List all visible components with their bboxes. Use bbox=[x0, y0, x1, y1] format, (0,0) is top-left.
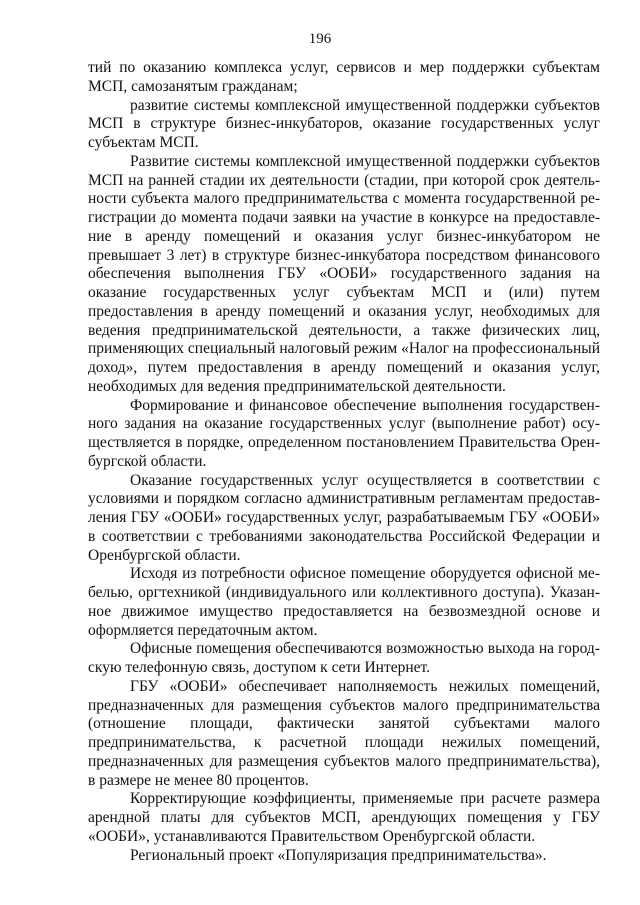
paragraph: ГБУ «ООБИ» обеспечивает наполняемость нежилых помещений, предназначенных для размещения субъектов малого предпринимательства (отношение площади, фактически занятой субъектами малого предпринимательства, к расчетной площади нежилых помещений, предназначенных для размещения субъектов малого предпринимательства), в размере не менее 80 процентов. bbox=[88, 677, 600, 789]
page-number: 196 bbox=[308, 31, 332, 47]
paragraph: Формирование и финансовое обеспечение выполнения государственного задания на оказание государственных услуг (выполнение работ) осуществляется в порядке, определенном постановлением Правительства Оренбургской области. bbox=[88, 396, 600, 470]
paragraph: Региональный проект «Популяризация предпринимательства». bbox=[130, 846, 547, 864]
paragraph: Исходя из потребности офисное помещение оборудуется офисной мебелью, оргтехникой (индивидуального или коллективного доступа). Указанное движимое имущество предоставляется на безвозмездной основе и оформляется передаточным актом. bbox=[88, 565, 600, 639]
paragraph: развитие системы комплексной имущественной поддержки субъектов МСП в структуре бизнес-инкубаторов, оказание государственных услуг субъектам МСП. bbox=[88, 96, 600, 151]
paragraph: Офисные помещения обеспечиваются возможностью выхода на городскую телефонную связь, доступом к сети Интернет. bbox=[88, 640, 600, 676]
paragraph: Оказание государственных услуг осуществляется в соответствии с условиями и порядком согласно административным регламентам предоставления ГБУ «ООБИ» государственных услуг, разрабатываемым ГБУ «ООБИ» в соответствии с требованиями законодательства Российской Федерации и Оренбургской области. bbox=[88, 471, 600, 564]
document-body bbox=[88, 59, 600, 865]
paragraph: Корректирующие коэффициенты, применяемые при расчете размера арендной платы для субъектов МСП, арендующих помещения у ГБУ «ООБИ», устанавливаются Правительством Оренбургской области. bbox=[88, 790, 600, 845]
paragraph: тий по оказанию комплекса услуг, сервисов и мер поддержки субъектам МСП, самозанятым гражданам; bbox=[88, 59, 600, 95]
paragraph: Развитие системы комплексной имущественной поддержки субъектов МСП на ранней стадии их деятельности (стадии, при которой срок деятельности субъекта малого предпринимательства с момента государственной регистрации до момента подачи заявки на участие в конкурсе на предоставление в аренду помещений и оказания услуг бизнес-инкубатором не превышает 3 лет) в структуре бизнес-инкубатора посредством финансового обеспечения выполнения ГБУ «ООБИ» государственного задания на оказание государственных услуг субъектам МСП и (или) путем предоставления в аренду помещений и оказания услуг, необходимых для ведения предпринимательской деятельности, а также физических лиц, применяющих специальный налоговый режим «Налог на профессиональный доход», путем предоставления в аренду помещений и оказания услуг, необходимых для ведения предпринимательской деятельности. bbox=[88, 152, 600, 395]
